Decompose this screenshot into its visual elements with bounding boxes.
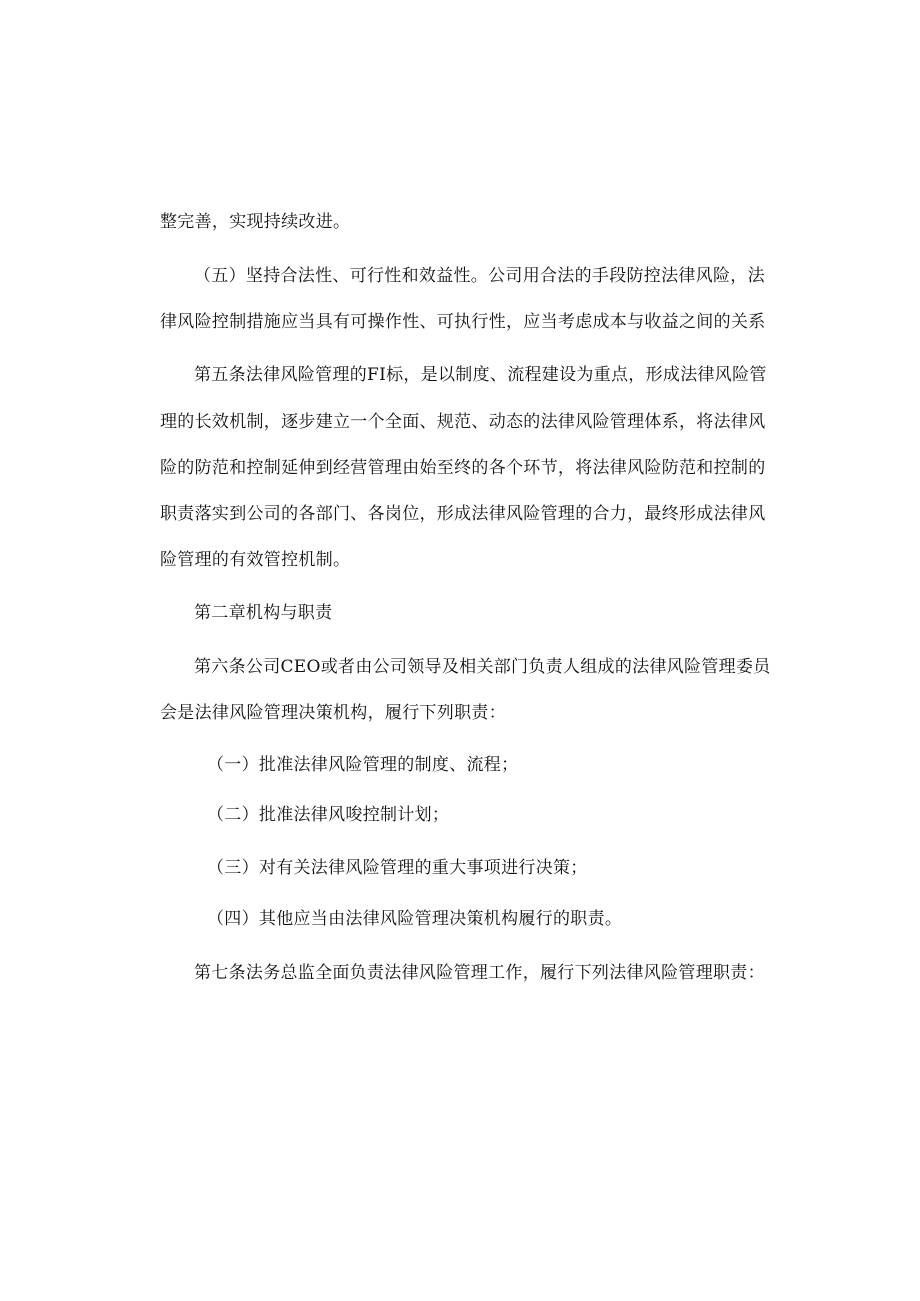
text-line: （五）坚持合法性、可行性和效益性。公司用合法的手段防控法律风险，法	[194, 266, 765, 286]
text-line: 整完善，实现持续改进。	[160, 212, 351, 232]
text-line: 会是法律风险管理决策机构，履行下列职责：	[160, 703, 506, 723]
list-item: （三）对有关法律风险管理的重大事项进行决策；	[207, 858, 588, 878]
text-line: 第六条公司CEO或者由公司领导及相关部门负责人组成的法律风险管理委员	[194, 657, 771, 677]
section-heading: 第二章机构与职责	[194, 603, 333, 623]
list-item: （一）批准法律风险管理的制度、流程；	[207, 755, 519, 775]
text-line: 险的防范和控制延伸到经营管理由始至终的各个环节，将法律风险防范和控制的	[160, 458, 766, 478]
text-line: 险管理的有效管控机制。	[160, 550, 351, 570]
list-item: （二）批准法律风唆控制计划；	[207, 805, 450, 825]
text-line: 理的长效机制，逐步建立一个全面、规范、动态的法律风险管理体系，将法律风	[160, 412, 766, 432]
list-item: （四）其他应当由法律风险管理决策机构履行的职责。	[207, 909, 623, 929]
text-line: 第七条法务总监全面负责法律风险管理工作，履行下列法律风险管理职责：	[194, 963, 765, 983]
text-line: 律风险控制措施应当具有可操作性、可执行性，应当考虑成本与收益之间的关系	[160, 312, 766, 332]
text-line: 第五条法律风险管理的FI标，是以制度、流程建设为重点，形成法律风险管	[194, 365, 767, 385]
text-line: 职责落实到公司的各部门、各岗位，形成法律风险管理的合力，最终形成法律风	[160, 504, 766, 524]
